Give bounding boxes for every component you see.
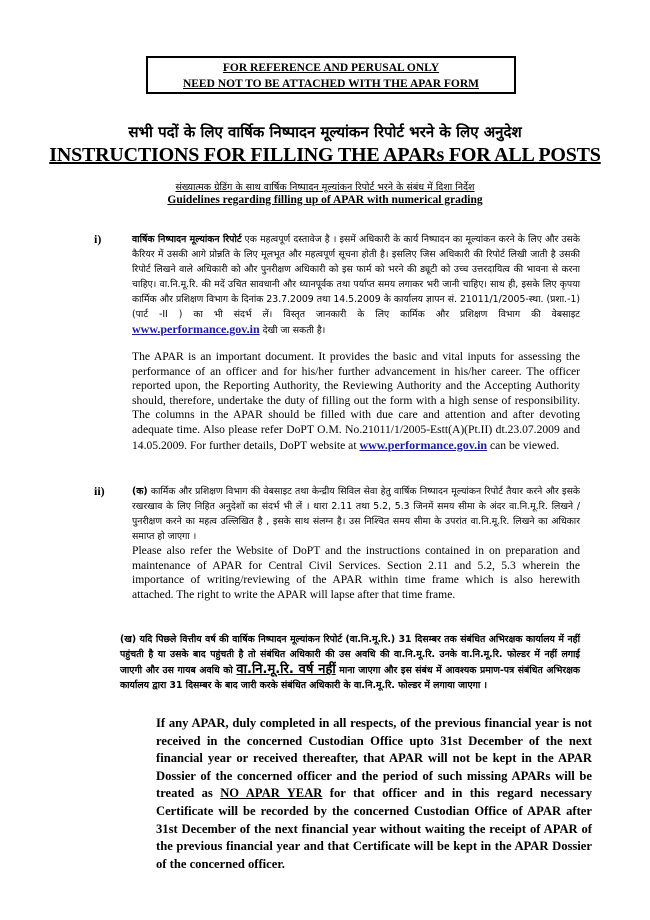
section-1-english-paragraph xyxy=(132,350,580,453)
title-english: INSTRUCTIONS FOR FILLING THE APARs FOR ALL POSTS xyxy=(49,144,601,166)
section-2b-hindi-text-2: माना जाएगा और इस संबंध में आवश्यक प्रमाण-पत्र संबंधित अभिरक्षक कार्यालय द्वारा 31 दिसम्बर के बाद जारी करके संबंधित अधिकारी के वा.नि.मू.रि. फोल्डर में लगाया जाएगा । xyxy=(120,665,580,691)
section-2a-label: (क) xyxy=(132,486,148,497)
notice-line-1: FOR REFERENCE AND PERUSAL ONLY xyxy=(222,62,440,74)
section-2b-label: (ख) xyxy=(120,634,137,645)
section-2b-english-paragraph xyxy=(156,715,592,873)
performance-website-link-english[interactable]: www.performance.gov.in xyxy=(359,437,488,452)
section-2b-english-text-2: for that officer and in this regard necessary Certificate will be recorded by the concerned Custodian Office of APAR after 31st December of the next financial year without waiting the receipt of APAR of the previous financial year and that Certificate will be kept in the APAR Dossier of the concerned officer. xyxy=(156,786,592,871)
section-2a-english-paragraph: Please also refer the Website of DoPT and the instructions contained in on preparation and maintenance of APAR for Central Civil Services. Section 2.11 and 5.2, 5.3 wherein the importance of writing/reviewing of the APAR within time frame which is also herewith attached. The right to write the APAR will lapse after that time frame. xyxy=(132,544,580,601)
section-1-marker: i) xyxy=(94,232,102,246)
reference-notice-box xyxy=(146,56,516,94)
no-apar-year-emphasis: NO APAR YEAR xyxy=(220,786,323,801)
section-2b-hindi-text-1: यदि पिछले वित्तीय वर्ष की वार्षिक निष्पादन मूल्यांकन रिपोर्ट (वा.नि.मू.रि.) 31 दिसम्बर तक संबंधित अभिरक्षक कार्यालय में नहीं पहुंचती है या उसके बाद पहुंचती है तो संबंधित अधिकारी की उस अवधि की वा.नि.मू.रि. उनके वा.नि.मू.रि. फोल्डर में नहीं लगाई जाएगी और उस गायब अवधि को xyxy=(120,634,580,676)
section-1-hindi-paragraph xyxy=(132,232,580,338)
section-1-hindi-prefix: वार्षिक निष्पादन मूल्यांकन रिपोर्ट xyxy=(132,234,242,245)
subtitle-english: Guidelines regarding filling up of APAR with numerical grading xyxy=(167,194,483,206)
performance-website-link-hindi[interactable]: www.performance.gov.in xyxy=(132,322,260,336)
section-2a-hindi-paragraph xyxy=(132,484,580,544)
title-hindi: सभी पदों के लिए वार्षिक निष्पादन मूल्यांकन रिपोर्ट भरने के लिए अनुदेश xyxy=(128,123,522,141)
section-2b-english-text-1: If any APAR, duly completed in all respects, of the previous financial year is not received in the concerned Custodian Office upto 31st December of the next financial year or received thereafter, that APAR will not be kept in the APAR Dossier of the concerned officer and the period of such missing APARs will be treated as xyxy=(156,716,592,801)
section-1-hindi-text: एक महत्वपूर्ण दस्तावेज है । इसमें अधिकारी के कार्य निष्पादन का मूल्यांकन करने के लिए और उसके कैरियर में उसकी आगे प्रोन्नति के लिए मूलभूत और महत्वपूर्ण सूचना होती है। इसलिए जिस अधिकारी की रिपोर्ट लिखी जाती है उसकी रिपोर्ट लिखने वाले अधिकारी को और पुनरीक्षण अधिकारी को इस फार्म को भरने की ड्यूटी को उच्च उत्तरदायित्व की भावना से करना चाहिए। वा.नि.मू.रि. की मदें उचित सावधानी और ध्यानपूर्वक तथा पर्याप्त समय लगाकर भरी जानी चाहिए। साथ ही, इसके लिए कृपया कार्मिक और प्रशिक्षण विभाग के दिनांक 23.7.2009 तथा 14.5.2009 के कार्यालय ज्ञापन सं. 21011/1/2005-स्था. (प्रशा.-1) (पार्ट -II ) का भी संदर्भ लें। विस्तृत जानकारी के लिए कार्मिक और प्रशिक्षण विभाग की वेबसाइट xyxy=(132,234,580,320)
section-1-hindi-suffix: देखी जा सकती है। xyxy=(259,325,326,336)
section-1-english-suffix: can be viewed. xyxy=(487,438,560,452)
no-apar-year-hindi-emphasis: वा.नि.मू.रि. वर्ष नहीं xyxy=(236,662,336,677)
section-2-marker: ii) xyxy=(94,484,105,498)
section-2b-hindi-paragraph xyxy=(120,632,580,693)
section-1-english-text: The APAR is an important document. It provides the basic and vital inputs for assessing the performance of an officer and for his/her further advancement in his/her career. The officer reported upon, the Reporting Authority, the Reviewing Authority and the Accepting Authority should, therefore, undertake the duty of filling out the form with a high sense of responsibility. The columns in the APAR should be filled with due care and attention and after devoting adequate time. Also please refer DoPT O.M. No.21011/1/2005-Estt(A)(Pt.II) dt.23.07.2009 and 14.05.2009. For further details, DoPT website at xyxy=(132,350,580,452)
subtitle-hindi: संख्यात्मक ग्रेडिंग के साथ वार्षिक निष्पादन मूल्यांकन रिपोर्ट भरने के संबंध में दिशा निर्देश xyxy=(175,182,475,193)
section-2a-hindi-text: कार्मिक और प्रशिक्षण विभाग की वेबसाइट तथा केन्द्रीय सिविल सेवा हेतु वार्षिक निष्पादन मूल्यांकन रिपोर्ट तैयार करने और इसके रखरखाव के लिए निहित अनुदेशों का संदर्भ भी लें । धारा 2.11 तथा 5.2, 5.3 जिनमें समय सीमा के अंदर वा.नि.मू.रि. लिखने /पुनरीक्षण करने का महत्व उल्लिखित है , इसके साथ संलग्न है। उस निश्चित समय सीमा के उपरांत वा.नि.मू.रि. लिखने का अधिकार समाप्त हो जाएगा । xyxy=(132,486,580,542)
notice-line-2: NEED NOT TO BE ATTACHED WITH THE APAR FORM xyxy=(182,78,480,90)
